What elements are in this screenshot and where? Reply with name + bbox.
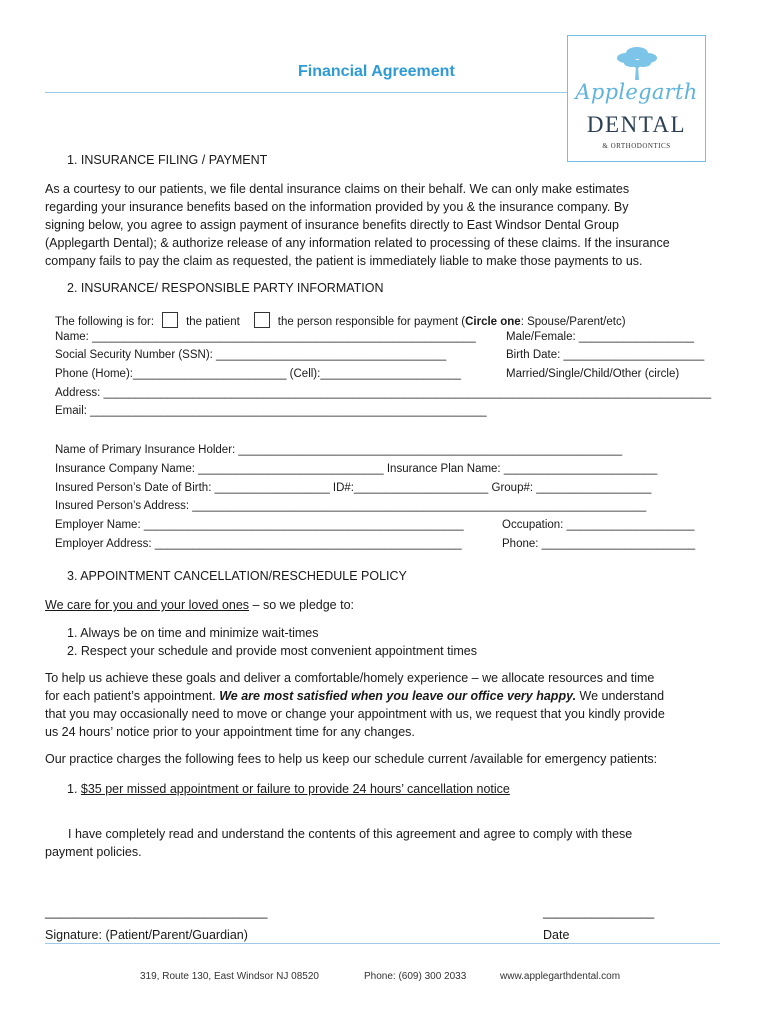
agreement-text [45, 825, 632, 861]
marital-status-field[interactable]: Married/Single/Child/Other (circle) [506, 368, 680, 380]
fee-item [67, 780, 510, 798]
responsible-checkbox[interactable] [254, 312, 270, 328]
employer-name-field[interactable]: Employer Name: __________________________________________________ [55, 519, 464, 531]
section1-body [45, 180, 721, 270]
date-label: Date [543, 928, 570, 942]
name-field[interactable]: Name: ____________________________________________________________ [55, 331, 476, 343]
footer-website[interactable]: www.applegarthdental.com [500, 971, 621, 982]
agreement-line: payment policies. [45, 845, 142, 859]
applegarth-logo [567, 35, 706, 162]
policy-line: us 24 hours’ notice prior to your appointment time for any changes. [45, 725, 415, 739]
fee-text: $35 per missed appointment or failure to provide 24 hours’ cancellation notice [80, 782, 510, 796]
signature-label: Signature: (Patient/Parent/Guardian) [45, 928, 248, 942]
pledge-rest: – so we pledge to: [249, 598, 354, 612]
footer-divider [45, 943, 720, 944]
list-item: 1. Always be on time and minimize wait-times [67, 626, 319, 640]
phone-field[interactable]: Phone (Home):________________________ (Cell):______________________ [55, 368, 462, 380]
logo-dental-text: DENTAL [586, 112, 687, 137]
agreement-line: I have completely read and understand the contents of this agreement and agree to comply with these [68, 827, 633, 841]
occupation-field[interactable]: Occupation: ____________________ [502, 519, 695, 531]
policy-line: for each patient’s appointment. We are most satisfied when you leave our office very happy. We understand [45, 689, 665, 703]
list-item: 2. Respect your schedule and provide most convenient appointment times [67, 644, 477, 658]
email-field[interactable]: Email: ______________________________________________________________ [55, 405, 487, 417]
responsible-option-label-b: : Spouse/Parent/etc) [520, 316, 626, 328]
patient-checkbox[interactable] [162, 312, 178, 328]
gender-field[interactable]: Male/Female: __________________ [506, 331, 694, 343]
patient-option-label: the patient [186, 316, 240, 328]
responsible-option-label-a: the person responsible for payment ( [277, 316, 466, 328]
insurance-holder-field[interactable]: Name of Primary Insurance Holder: ____________________________________________________________ [55, 444, 623, 456]
tree-icon [614, 44, 660, 82]
insured-dob-field[interactable]: Insured Person’s Date of Birth: __________________ ID#:_____________________ Group#: __________________ [55, 482, 652, 494]
employer-phone-field[interactable]: Phone: ________________________ [502, 538, 696, 550]
section1-line: company fails to pay the claim as requested, the patient is immediately liable to make those payments to us. [45, 254, 643, 268]
insurance-company-field[interactable]: Insurance Company Name: _____________________________ Insurance Plan Name: ________________________ [55, 463, 658, 475]
title-divider [45, 92, 567, 93]
date-line[interactable]: ________________ [543, 905, 655, 919]
fee-number: 1. [67, 782, 81, 796]
birth-date-field[interactable]: Birth Date: ______________________ [506, 349, 705, 361]
fees-intro: Our practice charges the following fees to help us keep our schedule current /available for emergency patients: [45, 752, 658, 766]
pledge-line [45, 596, 354, 614]
section1-line: regarding your insurance benefits based on the information provided by you & the insurance company. By [45, 200, 629, 214]
section1-line: As a courtesy to our patients, we file dental insurance claims on their behalf. We can only make estimates [45, 182, 630, 196]
logo-script-text: Applegarth [575, 80, 698, 104]
following-for-label: The following is for: [55, 316, 155, 328]
footer-address: 319, Route 130, East Windsor NJ 08520 [140, 971, 319, 982]
policy-line: To help us achieve these goals and deliver a comfortable/homely experience – we allocate resources and time [45, 671, 655, 685]
section1-line: signing below, you agree to assign payment of insurance benefits directly to East Windsor Dental Group [45, 218, 619, 232]
policy-paragraph [45, 669, 725, 741]
policy-line: that you may occasionally need to move or change your appointment with us, we request that you kindly provide [45, 707, 665, 721]
section1-line: (Applegarth Dental); & authorize release of any information related to processing of these claims. If the insurance [45, 236, 670, 250]
ssn-field[interactable]: Social Security Number (SSN): ____________________________________ [55, 349, 447, 361]
section3-heading: 3. APPOINTMENT CANCELLATION/RESCHEDULE POLICY [67, 569, 407, 583]
logo-ortho-text: & ORTHODONTICS [602, 142, 671, 150]
document-title: Financial Agreement [298, 63, 455, 80]
insured-address-field[interactable]: Insured Person’s Address: _______________________________________________________________________ [55, 500, 647, 512]
footer-phone: Phone: (609) 300 2033 [364, 971, 467, 982]
section1-heading: 1. INSURANCE FILING / PAYMENT [67, 153, 268, 167]
following-for-row [55, 312, 626, 328]
signature-line[interactable]: ________________________________ [45, 905, 268, 919]
address-field[interactable]: Address: _______________________________________________________________________________________________ [55, 387, 712, 399]
pledge-list [67, 624, 477, 660]
section2-heading: 2. INSURANCE/ RESPONSIBLE PARTY INFORMATION [67, 281, 384, 295]
employer-address-field[interactable]: Employer Address: ________________________________________________ [55, 538, 462, 550]
policy-emphasis: We are most satisfied when you leave our office very happy. [219, 689, 577, 703]
pledge-underlined: We care for you and your loved ones [45, 598, 250, 612]
circle-one-label: Circle one [465, 316, 521, 328]
